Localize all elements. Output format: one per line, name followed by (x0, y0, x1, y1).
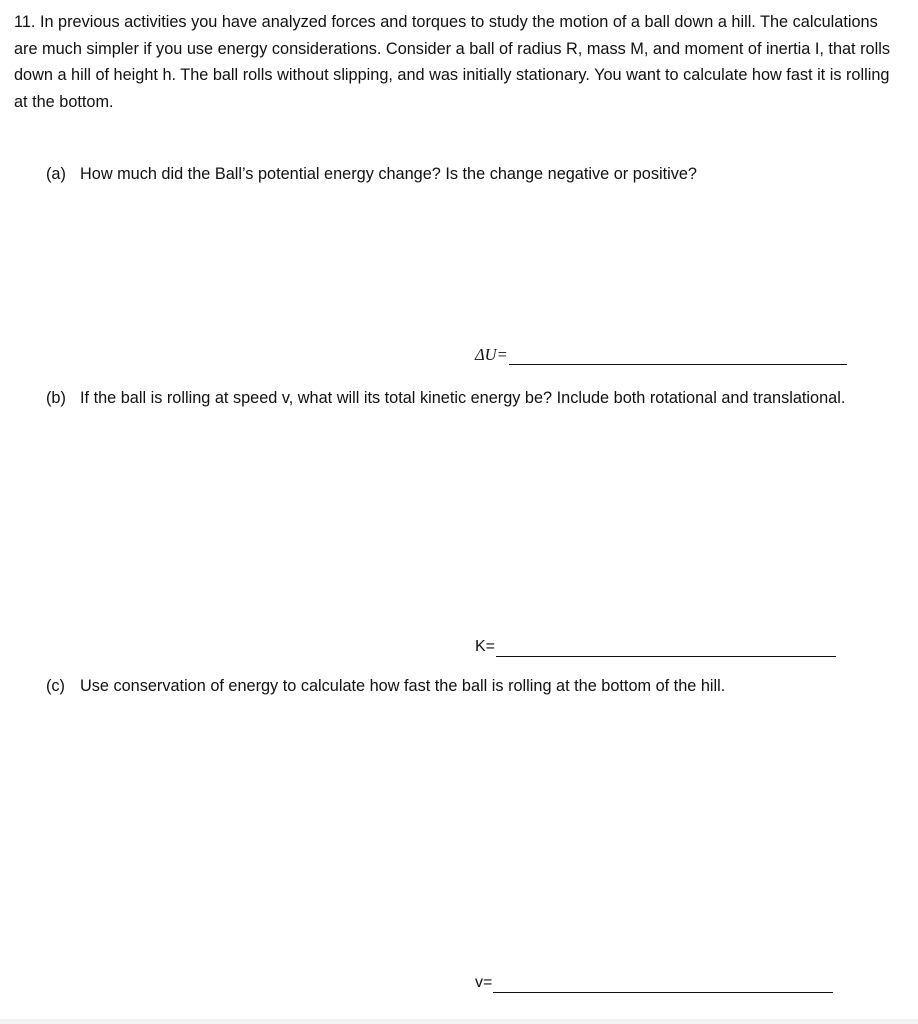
part-a-answer-field[interactable] (475, 345, 847, 365)
part-a-question: How much did the Ball’s potential energy change? Is the change negative or positive? (80, 165, 697, 183)
part-c-answer-line[interactable] (493, 978, 833, 993)
problem-intro: 11. In previous activities you have analyzed forces and torques to study the motion of a ball down a hill. The calculations are much simpler if you use energy considerations. Consider a ball of radius R, mass M, and moment of inertia I, that rolls down a hill of height h. The ball rolls without slipping, and was initially stationary. You want to calculate how fast it is rolling at the bottom. (14, 13, 890, 111)
part-b-answer-line[interactable] (496, 642, 836, 657)
part-c-label: (c) (46, 677, 65, 695)
part-a-label: (a) (46, 165, 66, 183)
page-bottom-edge (0, 1019, 918, 1024)
part-b-label: (b) (46, 389, 66, 407)
part-c-question: Use conservation of energy to calculate how fast the ball is rolling at the bottom of the hill. (80, 677, 726, 695)
part-b-answer-field[interactable] (475, 637, 836, 657)
part-c-answer-field[interactable] (475, 973, 833, 993)
part-b-answer-label: K= (475, 638, 496, 655)
part-c-answer-label: v= (475, 974, 493, 991)
part-a-answer-line[interactable] (509, 350, 847, 365)
part-b-question: If the ball is rolling at speed v, what will its total kinetic energy be? Include both rotational and translational. (80, 389, 846, 407)
part-a-answer-label: ΔU= (475, 345, 508, 364)
